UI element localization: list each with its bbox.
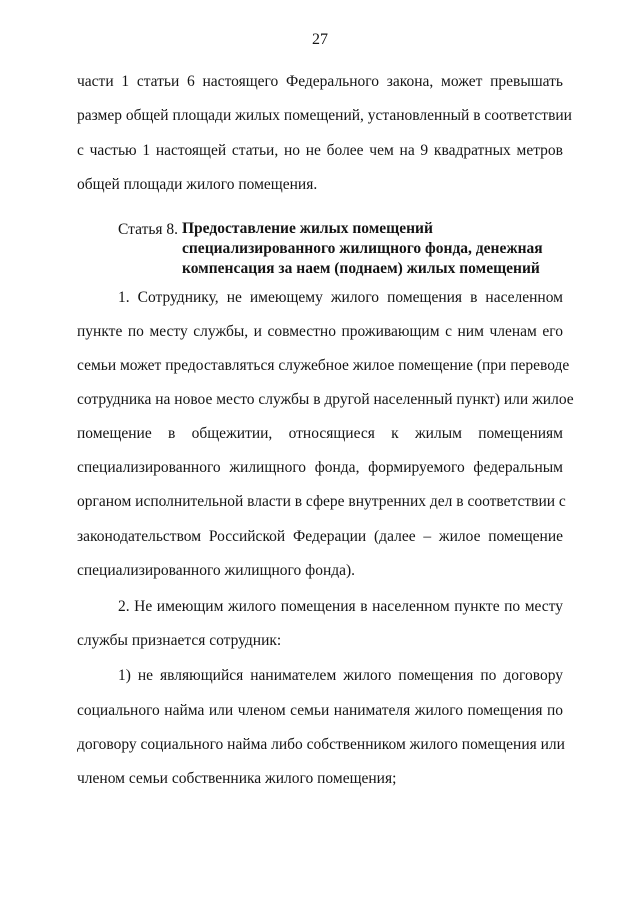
paragraph-line: сотрудника на новое место службы в другой населенный пункт) или жилое <box>77 391 574 408</box>
paragraph-line: договору социального найма либо собственником жилого помещения или <box>77 736 565 753</box>
paragraph-line: законодательством Российской Федерации (далее – жилое помещение <box>77 528 563 545</box>
paragraph-line: специализированного жилищного фонда, формируемого федеральным <box>77 459 563 476</box>
paragraph-line: пункте по месту службы, и совместно проживающим с ним членам его <box>77 323 563 340</box>
article-title-line: компенсация за наем (поднаем) жилых помещений <box>182 260 540 277</box>
paragraph-line: специализированного жилищного фонда). <box>77 562 356 579</box>
paragraph-line: помещение в общежитии, относящиеся к жилым помещениям <box>77 425 563 442</box>
paragraph-line: органом исполнительной власти в сфере внутренних дел в соответствии с <box>77 493 566 510</box>
paragraph-line: социального найма или членом семьи нанимателя жилого помещения по <box>77 702 563 719</box>
paragraph-line: общей площади жилого помещения. <box>77 176 318 193</box>
article-label: Статья 8. <box>118 221 179 238</box>
page-number: 27 <box>312 31 328 48</box>
paragraph-line: семьи может предоставляться служебное жилое помещение (при переводе <box>77 357 570 374</box>
paragraph-line: с частью 1 настоящей статьи, но не более чем на 9 квадратных метров <box>77 142 563 159</box>
paragraph-line: 2. Не имеющим жилого помещения в населенном пункте по месту <box>118 598 563 615</box>
paragraph-line: части 1 статьи 6 настоящего Федерального закона, может превышать <box>77 73 563 90</box>
article-title-line: специализированного жилищного фонда, денежная <box>182 240 543 257</box>
paragraph-line: службы признается сотрудник: <box>77 632 282 649</box>
article-title <box>182 219 543 279</box>
paragraph-line: 1. Сотруднику, не имеющему жилого помещения в населенном <box>118 289 563 306</box>
paragraph-line: размер общей площади жилых помещений, установленный в соответствии <box>77 107 572 124</box>
article-title-line: Предоставление жилых помещений <box>182 220 433 237</box>
paragraph-line: членом семьи собственника жилого помещения; <box>77 770 397 787</box>
paragraph-line: 1) не являющийся нанимателем жилого помещения по договору <box>118 667 563 684</box>
